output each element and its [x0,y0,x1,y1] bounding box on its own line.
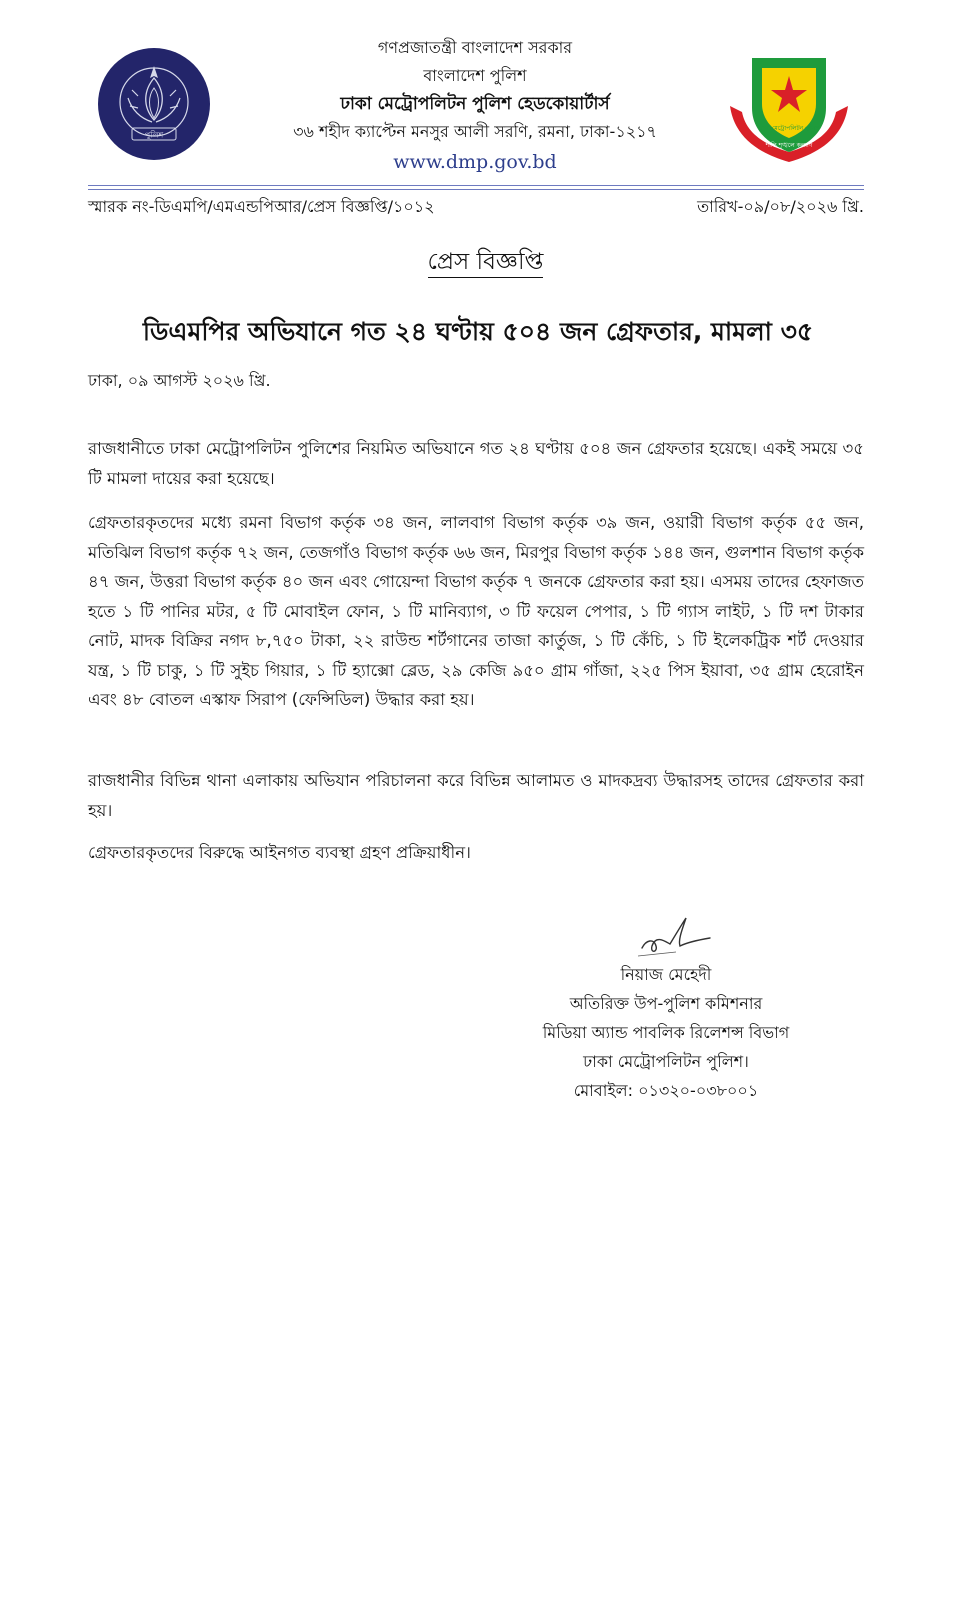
signatory-block [500,960,832,1105]
paragraph: রাজধানীতে ঢাকা মেট্রোপলিটন পুলিশের নিয়মিত অভিযানে গত ২৪ ঘণ্টায় ৫০৪ জন গ্রেফতার হয়েছে। একই সময়ে ৩৫ টি মামলা দায়ের করা হয়েছে। [88,439,864,488]
headquarters-name: ঢাকা মেট্রোপলিটন পুলিশ হেডকোয়ার্টার্স [340,94,610,114]
address: ৩৬ শহীদ ক্যাপ্টেন মনসুর আলী সরণি, রমনা, ঢাকা-১২১৭ [293,122,657,141]
right-logo-text-top: ঢাকা মেট্রোপলিটন পুলিশ [759,125,819,132]
header-divider [88,185,864,186]
paragraph: গ্রেফতারকৃতদের মধ্যে রমনা বিভাগ কর্তৃক ৩৪ জন, লালবাগ বিভাগ কর্তৃক ৩৯ জন, ওয়ারী বিভাগ কর্তৃক ৫৫ জন, মতিঝিল বিভাগ কর্তৃক ৭২ জন, তেজগাঁও বিভাগ কর্তৃক ৬৬ জন, মিরপুর বিভাগ কর্তৃক ১৪৪ জন, গুলশান বিভাগ কর্তৃক ৪৭ জন, উত্তরা বিভাগ কর্তৃক ৪০ জন এবং গোয়েন্দা বিভাগ কর্তৃক ৭ জনকে গ্রেফতার করা হয়। এসময় তাদের হেফাজত হতে ১ টি পানির মটর, ৫ টি মোবাইল ফোন, ১ টি মানিব্যাগ, ৩ টি ফয়েল পেপার, ১ টি গ্যাস লাইট, ১ টি দশ টাকার নোট, মাদক বিক্রির নগদ ৮,৭৫০ টাকা, ২২ রাউন্ড শর্টগানের তাজা কার্তুজ, ১ টি কেঁচি, ১ টি ইলেকট্রিক শর্ট দেওয়ার যন্ত্র, ১ টি চাকু, ১ টি সুইচ গিয়ার, ১ টি হ্যাক্সো ব্লেড, ২৯ কেজি ৯৫০ গ্রাম গাঁজা, ২২৫ পিস ইয়াবা, ৩৫ গ্রাম হেরোইন এবং ৪৮ বোতল এস্কাফ সিরাপ (ফেন্সিডিল) উদ্ধার করা হয়। [88,513,864,709]
bangladesh-police-logo [98,48,210,160]
dmp-logo [724,46,854,164]
press-release-title-text: প্রেস বিজ্ঞপ্তি [428,249,544,278]
signatory-name: নিয়াজ মেহেদী [620,965,712,984]
left-logo-text: পুলিশ [144,130,164,140]
memo-reference: স্মারক নং-ডিএমপি/এমএন্ডপিআর/প্রেস বিজ্ঞপ্তি/১০১২ [88,197,435,216]
press-release-title [0,243,971,282]
headline: ডিএমপির অভিযানে গত ২৪ ঘণ্টায় ৫০৪ জন গ্রেফতার, মামলা ৩৫ [142,317,814,346]
paragraph: গ্রেফতারকৃতদের বিরুদ্ধে আইনগত ব্যবস্থা গ্রহণ প্রক্রিয়াধীন। [88,843,471,862]
paragraph: রাজধানীর বিভিন্ন থানা এলাকায় অভিযান পরিচালনা করে বিভিন্ন আলামত ও মাদকদ্রব্য উদ্ধারসহ তাদের গ্রেফতার করা হয়। [88,771,864,820]
signatory-designation: অতিরিক্ত উপ-পুলিশ কমিশনার [569,994,763,1013]
letterhead [230,34,720,176]
handwritten-signature [636,912,716,960]
signatory-organization: ঢাকা মেট্রোপলিটন পুলিশ। [583,1052,749,1071]
header-divider [88,189,864,190]
memo-row [88,194,864,220]
right-logo-text-bottom: শান্তি শৃঙ্খলে কল্যাণ [765,142,813,149]
website-link[interactable]: www.dmp.gov.bd [393,151,557,173]
memo-date: তারিখ-০৯/০৮/২০২৬ খ্রি. [697,197,864,216]
dateline: ঢাকা, ০৯ আগস্ট ২০২৬ খ্রি. [88,371,271,390]
department-name: বাংলাদেশ পুলিশ [423,66,527,85]
signatory-mobile: মোবাইল: ০১৩২০-০৩৮০০১ [573,1081,759,1100]
signatory-department: মিডিয়া অ্যান্ড পাবলিক রিলেশন্স বিভাগ [542,1023,790,1042]
government-name: গণপ্রজাতন্ত্রী বাংলাদেশ সরকার [377,38,573,57]
